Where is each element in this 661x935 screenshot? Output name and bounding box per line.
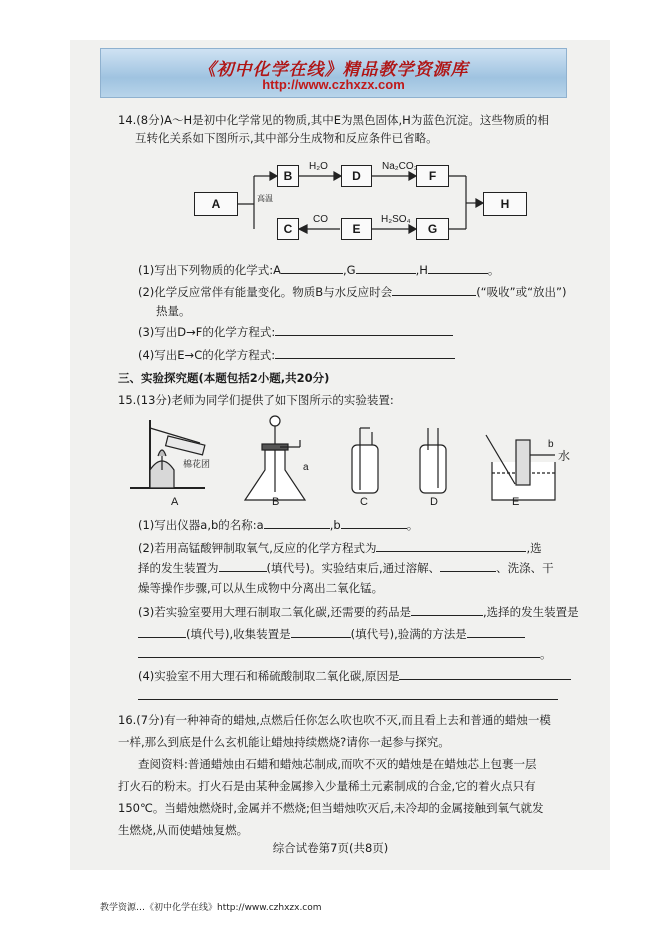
box-c: C bbox=[277, 218, 299, 240]
q15-p1-end: 。 bbox=[406, 518, 419, 532]
answer-blank-kmno4-equation[interactable] bbox=[376, 540, 526, 552]
label-co: CO bbox=[313, 214, 328, 225]
q15-part2-line2 bbox=[138, 560, 554, 576]
answer-blank-full-check[interactable] bbox=[467, 626, 525, 638]
answer-blank-co2-reagent[interactable] bbox=[411, 604, 483, 616]
label-high-temp: 高温 bbox=[257, 194, 273, 203]
q16-line-1: 16.(7分)有一种神奇的蜡烛,点燃后任你怎么吹也吹不灭,而且看上去和普通的蜡烛一模 bbox=[118, 713, 551, 727]
label-h2o: H₂O bbox=[309, 161, 328, 172]
apparatus-e-label: E bbox=[512, 496, 520, 508]
apparatus-d-label: D bbox=[430, 496, 438, 508]
q15-part4 bbox=[138, 668, 571, 684]
answer-blank-separation-step[interactable] bbox=[440, 560, 496, 572]
q15-part4-line2 bbox=[138, 688, 558, 704]
apparatus-c-label: C bbox=[360, 496, 368, 508]
answer-blank-instrument-a[interactable] bbox=[264, 517, 330, 529]
q15-p2-label: (2)若用高锰酸钾制取氧气,反应的化学方程式为 bbox=[138, 541, 377, 555]
answer-blank-o2-device[interactable] bbox=[219, 560, 267, 572]
marker-a: a bbox=[303, 462, 309, 473]
answer-blank-full-check-cont[interactable] bbox=[138, 646, 540, 658]
answer-blank-h2so4-reason-cont[interactable] bbox=[138, 688, 558, 700]
q14-part2-cont: 热量。 bbox=[156, 304, 191, 318]
q16-line-3: 查阅资料:普通蜡烛由石蜡和蜡烛芯制成,而吹不灭的蜡烛是在蜡烛芯上包裹一层 bbox=[138, 757, 537, 771]
q15-p3-label: (3)若实验室要用大理石制取二氧化碳,还需要的药品是 bbox=[138, 605, 411, 619]
q16-line-4: 打火石的粉末。打火石是由某种金属掺入少量稀土元素制成的合金,它的着火点只有 bbox=[118, 779, 536, 793]
q14-p3-label: (3)写出D→F的化学方程式: bbox=[138, 325, 276, 339]
q14-p1-label: (1)写出下列物质的化学式:A bbox=[138, 263, 282, 277]
q15-p3-d: (填代号),验满的方法是 bbox=[350, 627, 467, 641]
q15-p2-d: (填代号)。实验结束后,通过溶解、 bbox=[266, 561, 441, 575]
q15-part3-line2 bbox=[138, 626, 525, 642]
q15-p2-c: 择的发生装置为 bbox=[138, 561, 219, 575]
box-b: B bbox=[277, 165, 299, 187]
q15-p2-e: 、洗涤、干 bbox=[496, 561, 554, 575]
page-number: 综合试卷第7页(共8页) bbox=[272, 841, 389, 855]
marker-b: b bbox=[548, 439, 554, 450]
q15-part3 bbox=[138, 604, 579, 620]
answer-blank-instrument-b[interactable] bbox=[341, 517, 407, 529]
q15-p3-b: ,选择的发生装置是 bbox=[482, 605, 579, 619]
water-label: 水 bbox=[558, 449, 571, 463]
cotton-label: 棉花团 bbox=[183, 459, 211, 469]
q14-intro-1: 14.(8分)A～H是初中化学常见的物质,其中E为黑色固体,H为蓝色沉淀。这些物质的相 bbox=[118, 113, 549, 127]
q15-intro: 15.(13分)老师为同学们提供了如下图所示的实验装置: bbox=[118, 393, 394, 407]
q15-p3-c: (填代号),收集装置是 bbox=[186, 627, 291, 641]
box-f: F bbox=[416, 165, 449, 187]
q14-intro-2: 互转化关系如下图所示,其中部分生成物和反应条件已省略。 bbox=[135, 131, 438, 145]
box-d: D bbox=[341, 165, 372, 187]
q14-p1-h: ,H bbox=[415, 263, 428, 277]
q15-p4-label: (4)实验室不用大理石和稀硫酸制取二氧化碳,原因是 bbox=[138, 669, 400, 683]
q15-p1-b: ,b bbox=[329, 518, 341, 532]
box-a: A bbox=[194, 192, 238, 216]
q14-p4-label: (4)写出E→C的化学方程式: bbox=[138, 348, 276, 362]
answer-blank-co2-device[interactable] bbox=[138, 626, 186, 638]
q14-p2-label: (2)化学反应常伴有能量变化。物质B与水反应时会 bbox=[138, 285, 393, 299]
q15-part2 bbox=[138, 540, 542, 556]
box-g: G bbox=[416, 218, 449, 240]
banner-url[interactable]: http://www.czhxzx.com bbox=[262, 77, 405, 92]
footer-source[interactable]: 教学资源…《初中化学在线》http://www.czhxzx.com bbox=[100, 903, 322, 913]
answer-blank-collection-device[interactable] bbox=[291, 626, 351, 638]
q15-p2-b: ,选 bbox=[526, 541, 542, 555]
q16-line-5: 150℃。当蜡烛燃烧时,金属并不燃烧;但当蜡烛吹灭后,未冷却的金属接触到氧气就发 bbox=[118, 801, 544, 815]
q15-part3-line3 bbox=[138, 646, 552, 662]
banner-title: 《初中化学在线》精品教学资源库 bbox=[198, 60, 469, 80]
q15-p3-end: 。 bbox=[540, 647, 552, 661]
q14-p2-choice: (“吸收”或“放出”) bbox=[476, 285, 567, 299]
q16-line-6: 生燃烧,从而使蜡烛复燃。 bbox=[118, 823, 249, 837]
q15-part2-line3: 燥等操作步骤,可以从生成物中分离出二氧化锰。 bbox=[138, 581, 384, 595]
q14-p1-end: 。 bbox=[487, 263, 500, 277]
q14-p1-g: ,G bbox=[343, 263, 356, 277]
answer-blank-h2so4-reason[interactable] bbox=[399, 668, 571, 680]
apparatus-b-label: B bbox=[272, 496, 280, 508]
apparatus-a-label: A bbox=[171, 496, 179, 508]
q16-line-2: 一样,那么到底是什么玄机能让蜡烛持续燃烧?请你一起参与探究。 bbox=[118, 735, 450, 749]
label-h2so4: H₂SO₄ bbox=[381, 214, 411, 225]
label-na2co3: Na₂CO₃ bbox=[382, 161, 418, 172]
section-3-heading: 三、实验探究题(本题包括2小题,共20分) bbox=[118, 371, 330, 385]
box-h: H bbox=[483, 192, 527, 216]
q15-p1-label: (1)写出仪器a,b的名称:a bbox=[138, 518, 264, 532]
box-e: E bbox=[341, 218, 372, 240]
q15-part1 bbox=[138, 517, 418, 533]
